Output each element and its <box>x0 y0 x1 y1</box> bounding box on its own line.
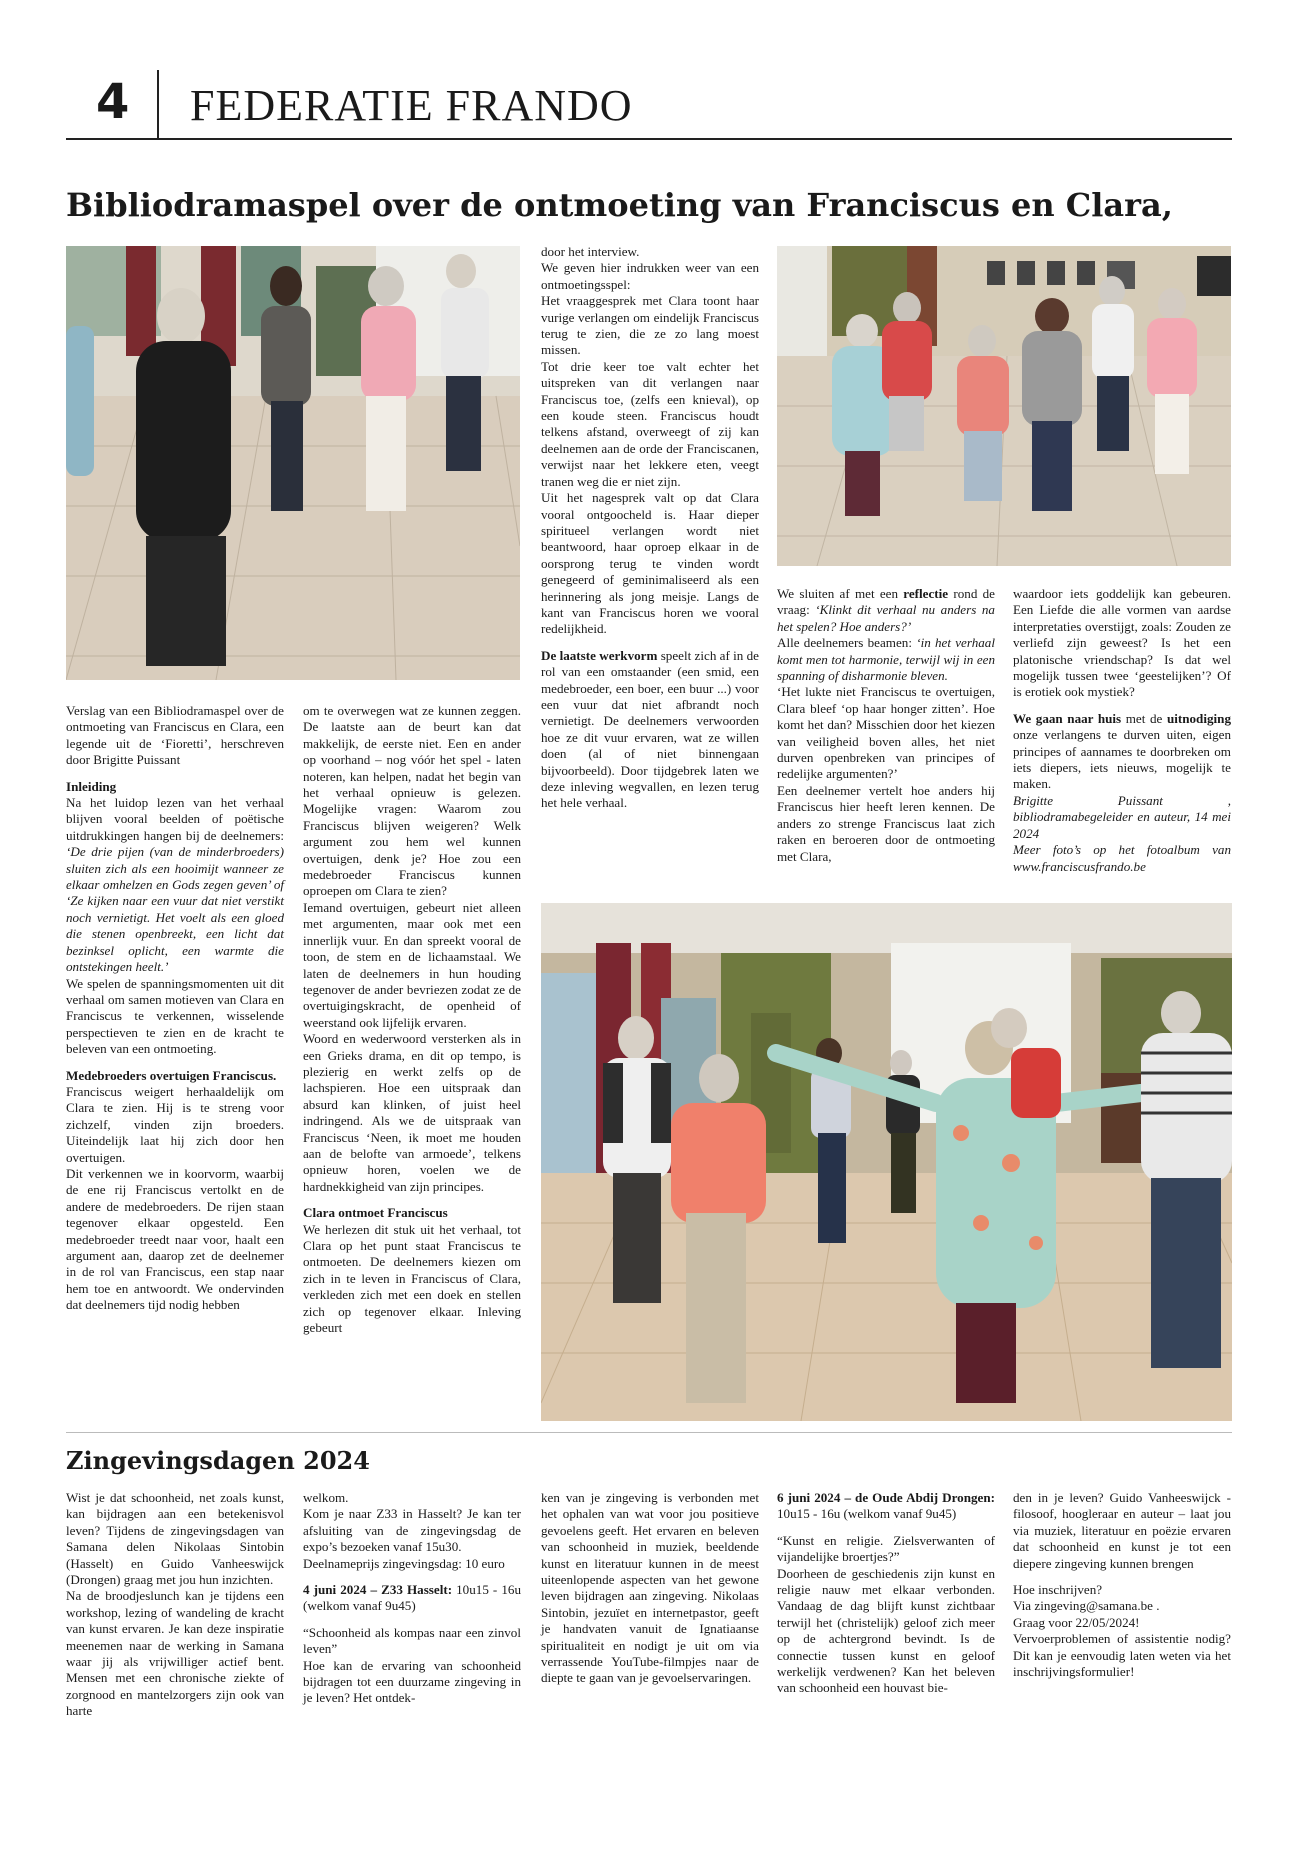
col3-paragraph-5: Uit het nagesprek valt op dat Clara vooral ontgoocheld is. Haar dieper spiritueel verlangen wordt niet beantwoord, haar oproep elkaar in de oorsprong terug te vinden wordt genegeerd of geminimaliseerd als een herinnering als jong meisje. Langs de kant van Franciscus horen we vooral redelijkheid. <box>541 490 759 637</box>
col3-paragraph-2: We geven hier indrukken weer van een ontmoetingsspel: <box>541 260 759 292</box>
article-intro: Verslag van een Bibliodramaspel over de ontmoeting van Franciscus en Clara, een legende uit de ‘Fioretti’, herschreven door Brigitte Puissant <box>66 703 284 768</box>
inleiding-paragraph <box>66 795 284 975</box>
zingeving-drongen-date <box>777 1490 995 1523</box>
photo-album-link[interactable]: Meer foto’s op het fotoalbum van www.franciscusfrando.be <box>1013 842 1231 874</box>
col2-paragraph-2: Iemand overtuigen, gebeurt niet alleen met argumenten, maar ook met een innerlijk vuur. En dan spreekt vooral de toon, de stem en de lichaamstaal. We laten de deelnemers in hun houding tegenover de ander bevriezen zodat ze de overtuigingskracht, de openheid of weerstand ook lijfelijk ervaren. <box>303 899 521 1030</box>
zingeving-inschrijven: Hoe inschrijven? <box>1013 1582 1103 1598</box>
col3-paragraph-3: Het vraaggesprek met Clara toont haar vurige verlangen om eindelijk Franciscus terug te zien, die ze zo lang moest missen. <box>541 293 759 358</box>
author-signature <box>1013 793 1231 842</box>
uitnodiging-bold: uitnodiging <box>1166 710 1231 726</box>
zingeving-c2-price: Deelnameprijs zingevingsdag: 10 euro <box>303 1555 505 1571</box>
zingeving-c2-p1: welkom. <box>303 1490 349 1505</box>
section-separator <box>66 1432 1232 1433</box>
medebroeders-paragraph-2: Dit verkennen we in koorvorm, waarbij de ene rij Franciscus vertolkt en de andere de medebroeders. De rijen staan tegenover elkaar opgesteld. Een medebroeder treedt naar voor, haalt een argument aan, daarop zet de deelnemer in de rol van Franciscus, een stap naar hem toe en antwoordt. We ondervinden dat deelnemers tijd nodig hebben <box>66 1165 284 1313</box>
col2-paragraph-3: Woord en wederwoord versterken als in een Grieks drama, en dit op tempo, is plezierig en werkt zelfs op de lachspieren. Hoe een uitspraak dan absurd kan klinken, of juist heel indringend. Als we de uitspraak van Franciscus ‘Neen, ik moet me houden aan de belofte van armoede’, telkens opnieuw horen, voelen we de hardnekkigheid van zijn principes. <box>303 1031 521 1194</box>
subhead-laatste: De laatste werkvorm <box>541 647 658 663</box>
subhead-clara: Clara ontmoet Franciscus <box>303 1205 448 1221</box>
zingeving-c3-p1: ken van je zingeving is verbonden met het ophalen van wat voor jou positieve gevoelens geeft. Het ervaren en beleven van schoonheid in muziek, beeldende kunst en literatuur kunnen in de meest uiteenlopende aspecten van het gewone leven bijdragen aan zingeving. Nikolaas Sintobin, jezuïet en internetpastor, geeft je handvaten vanuit de Ignatiaanse spiritualiteit en nodigt je uit om via verrassende YouTube-filmpjes naar de diepte te gaan van je gevoelservaringen. <box>541 1490 759 1686</box>
inleiding-quote: ‘De drie pijen (van de minderbroeders) sluiten zich als een hooimijt wanneer ze elkaar omhelzen en Gods zegen geven’ of ‘Ze kijken naar een vuur dat niet verstikt noch vernietigt. Het voelt als een gloed die stenen openbreekt, een licht dat bezinksel oplicht, een warmte die ontstekingen heelt.’ <box>66 844 284 975</box>
zingeving-vervoer: Vervoerproblemen of assistentie nodig? Dit kan je eenvoudig laten weten via het inschrijvingsformulier! <box>1013 1631 1231 1680</box>
drongen-time: 10u15 - 16u (welkom vanaf 9u45) <box>777 1506 957 1522</box>
page-number: 4 <box>96 74 130 130</box>
col5-paragraph-2 <box>1013 711 1231 793</box>
col2-paragraph-1: om te overwegen wat ze kunnen zeggen. De laatste aan de beurt kan dat makkelijk, de eerste niet. Een en ander op voorhand – nog vóór het spel - laten noteren, kan helpen, nadat het begin van het verhaal opnieuw is gelezen. Mogelijke vragen: Waarom zou Franciscus blijven weigeren? Welk argument zou hem wel kunnen overtuigen, denk je? Hoe zou een medebroeder Franciscus kunnen oproepen om Clara te zien? <box>303 703 521 899</box>
zingeving-hasselt-date <box>303 1582 521 1615</box>
author-signature-text: Brigitte Puissant , bibliodramabegeleider en auteur, 14 mei 2024 <box>1013 792 1231 841</box>
zingeving-column-4 <box>777 1490 995 1697</box>
reflectie-bold: reflectie <box>903 586 949 601</box>
col4-paragraph-3: ‘Het lukte niet Franciscus te overtuigen, Clara bleef ‘op haar honger zitten’. Hoe komt het dan? Misschien door het kiezen van veiligheid boven alles, het niet durven openbreken van principes of redelijke argumenten?’ <box>777 684 995 782</box>
zingeving-column-1 <box>66 1490 284 1720</box>
subhead-inleiding: Inleiding <box>66 778 117 794</box>
zingeving-drongen-title: “Kunst en religie. Zielsverwanten of vijandelijke broertjes?” <box>777 1532 995 1565</box>
medebroeders-paragraph-1: Franciscus weigert herhaaldelijk om Clara te zien. Hij is te streng voor zichzelf, vinden zijn broeders. Uiteindelijk laat hij zich door hen overtuigen. <box>66 1083 284 1165</box>
zingeving-c2-p3: Hoe kan de ervaring van schoonheid bijdragen tot een duurzame zingeving in je leven? Het ontdek- <box>303 1657 521 1706</box>
reflectie-text: rond de vraag: <box>777 586 995 618</box>
beamen-paragraph <box>777 635 995 684</box>
inleiding-paragraph-2: We spelen de spanningsmomenten uit dit verhaal om samen motieven van Clara en Franciscus te verkennen, wisselende perspectieven te zien en de kracht te beleven van een ontmoeting. <box>66 975 284 1057</box>
zingeving-column-2 <box>303 1490 521 1707</box>
header-rule <box>66 138 1232 140</box>
article-column-2 <box>303 703 521 1336</box>
reflectie-intro: We sluiten af met een <box>777 586 904 601</box>
zingeving-hasselt-title: “Schoonheid als kompas naar een zinvol leven” <box>303 1624 521 1657</box>
reflectie-quote: ‘Klinkt dit verhaal nu anders na het spelen? Hoe anders?’ <box>777 602 995 634</box>
zingeving-c1-p2: Na de broodjeslunch kan je tijdens een workshop, lezing of wandeling de kracht van kunst ervaren. Je kan deze inspiratie meenemen naar de werking in Samana waar jij als vrijwilliger actief bent. Mensen met een chronische ziekte of zorgnood en mantelzorgers zijn ook van harte <box>66 1588 284 1719</box>
article-headline: Bibliodramaspel over de ontmoeting van Franciscus en Clara, <box>66 186 1173 224</box>
photo-group-circle-left <box>66 246 520 680</box>
inleiding-text: Na het luidop lezen van het verhaal blijven vooral beelden of poëtische uitdrukkingen hangen bij de deelnemers: <box>66 795 284 843</box>
article-column-3 <box>541 244 759 812</box>
zingeving-deadline: Graag voor 22/05/2024! <box>1013 1614 1140 1630</box>
drongen-date-bold: 6 juni 2024 – de Oude Abdij Drongen: <box>777 1490 995 1505</box>
col3-paragraph-1: door het interview. <box>541 244 640 259</box>
photo-album-note <box>1013 842 1231 875</box>
subhead-medebroeders: Medebroeders overtuigen Franciscus. <box>66 1067 277 1083</box>
beamen-quote: ‘in het verhaal komt men tot harmonie, terwijl wij in een spanning of disharmonie bleven. <box>777 635 995 684</box>
reflectie-paragraph <box>777 586 995 635</box>
naar-huis-bold: We gaan naar huis <box>1013 710 1122 726</box>
zingeving-c4-p1: Doorheen de geschiedenis zijn kunst en religie nauw met elkaar verbonden. Vandaag de dag blijft kunst zichtbaar terwijl het (christelijk) geloof zich meer op de achtergrond bevindt. Is de connectie tussen kunst en geloof werkelijk verdwenen? Kan het beleven van schoonheid een houvast bie- <box>777 1565 995 1696</box>
col3-paragraph-4: Tot drie keer toe valt echter het uitspreken van dit verlangen naar Franciscus toe, (zelfs een knieval), op een koude steen. Franciscus houdt telkens afstand, overweegt of zij kan deelnemen aan de orde der Franciscanen, verwijst naar het lekkere eten, veegt tranen weg die er niet zijn. <box>541 358 759 489</box>
article-column-4 <box>777 586 995 865</box>
zingeving-column-3 <box>541 1490 759 1687</box>
article-column-5 <box>1013 586 1231 875</box>
article-column-1 <box>66 703 284 1314</box>
zingeving-c1-p1: Wist je dat schoonheid, net zoals kunst, kan bijdragen aan een betekenisvol leven? Tijdens de zingevingsdagen van Samana delen Nikolaas Sintobin (Hasselt) en Guido Vanheeswijck (Drongen) graag met jou hun inzichten. <box>66 1490 284 1588</box>
zingeving-c5-p1: den in je leven? Guido Vanheeswijck - filosoof, hoogleraar en auteur – laat jou via muziek, literatuur en poëzie ervaren dat schoonheid en kunst je tot een diepere zingeving kunnen brengen <box>1013 1490 1231 1571</box>
beamen-text: Alle deelnemers beamen: <box>777 635 917 651</box>
zingeving-email[interactable]: Via zingeving@samana.be . <box>1013 1598 1160 1614</box>
laatste-text: speelt zich af in de rol van een omstaander (een smid, een medebroeder, een boer, een buur ...) voor een vuur dat niet afbrandt noch vernietigt. De deelnemers verwoorden hoe ze dit vuur ervaren, wat ze willen doen (al of niet binnengaan bijvoorbeeld). Door tijdgebrek laten we deze inleving wegvallen, en lezen terug het hele verhaal. <box>541 647 759 811</box>
hasselt-time: 10u15 - 16u (welkom vanaf 9u45) <box>303 1582 521 1614</box>
clara-paragraph: We herlezen dit stuk uit het verhaal, tot Clara op het punt staat Franciscus te ontmoeten. De deelnemers kiezen om zich in te leven in Franciscus of Clara, verkleden zich met een doek en stellen zich op tegenover elkaar. Inleving gebeurt <box>303 1221 521 1336</box>
uitnodiging-text: onze verlangens te durven uiten, eigen principes of aannames te doorbreken om iets diepers, iets nieuws, mogelijk te maken. <box>1013 727 1231 792</box>
photo-clara-dancing <box>541 903 1232 1421</box>
photo-group-circle-right <box>777 246 1231 566</box>
hasselt-date-bold: 4 juni 2024 – Z33 Hasselt: <box>303 1582 453 1598</box>
section-title: FEDERATIE FRANDO <box>190 81 633 130</box>
zingeving-column-5 <box>1013 1490 1231 1680</box>
naar-huis-text: met de <box>1121 710 1167 726</box>
zingeving-title: Zingevingsdagen 2024 <box>66 1446 370 1475</box>
header-divider <box>157 70 159 140</box>
laatste-paragraph <box>541 648 759 812</box>
zingeving-c2-p2: Kom je naar Z33 in Hasselt? Je kan ter afsluiting van de zingevingsdag de expo’s bezoeken vanaf 15u30. <box>303 1506 521 1555</box>
col4-paragraph-4: Een deelnemer vertelt hoe anders hij Franciscus hier heeft leren kennen. De anders zo strenge Franciscus laat zich raken en beroeren door de ontmoeting met Clara, <box>777 782 995 864</box>
col5-paragraph-1: waardoor iets goddelijk kan gebeuren. Een Liefde die alle vormen van aardse interpretaties overstijgt, zoals: Zouden ze verliefd zijn geweest? Is het een platonische vriendschap? Is dat wel mogelijk tussen twee ‘geestelijken’? Of is erotiek ook mystiek? <box>1013 586 1231 700</box>
